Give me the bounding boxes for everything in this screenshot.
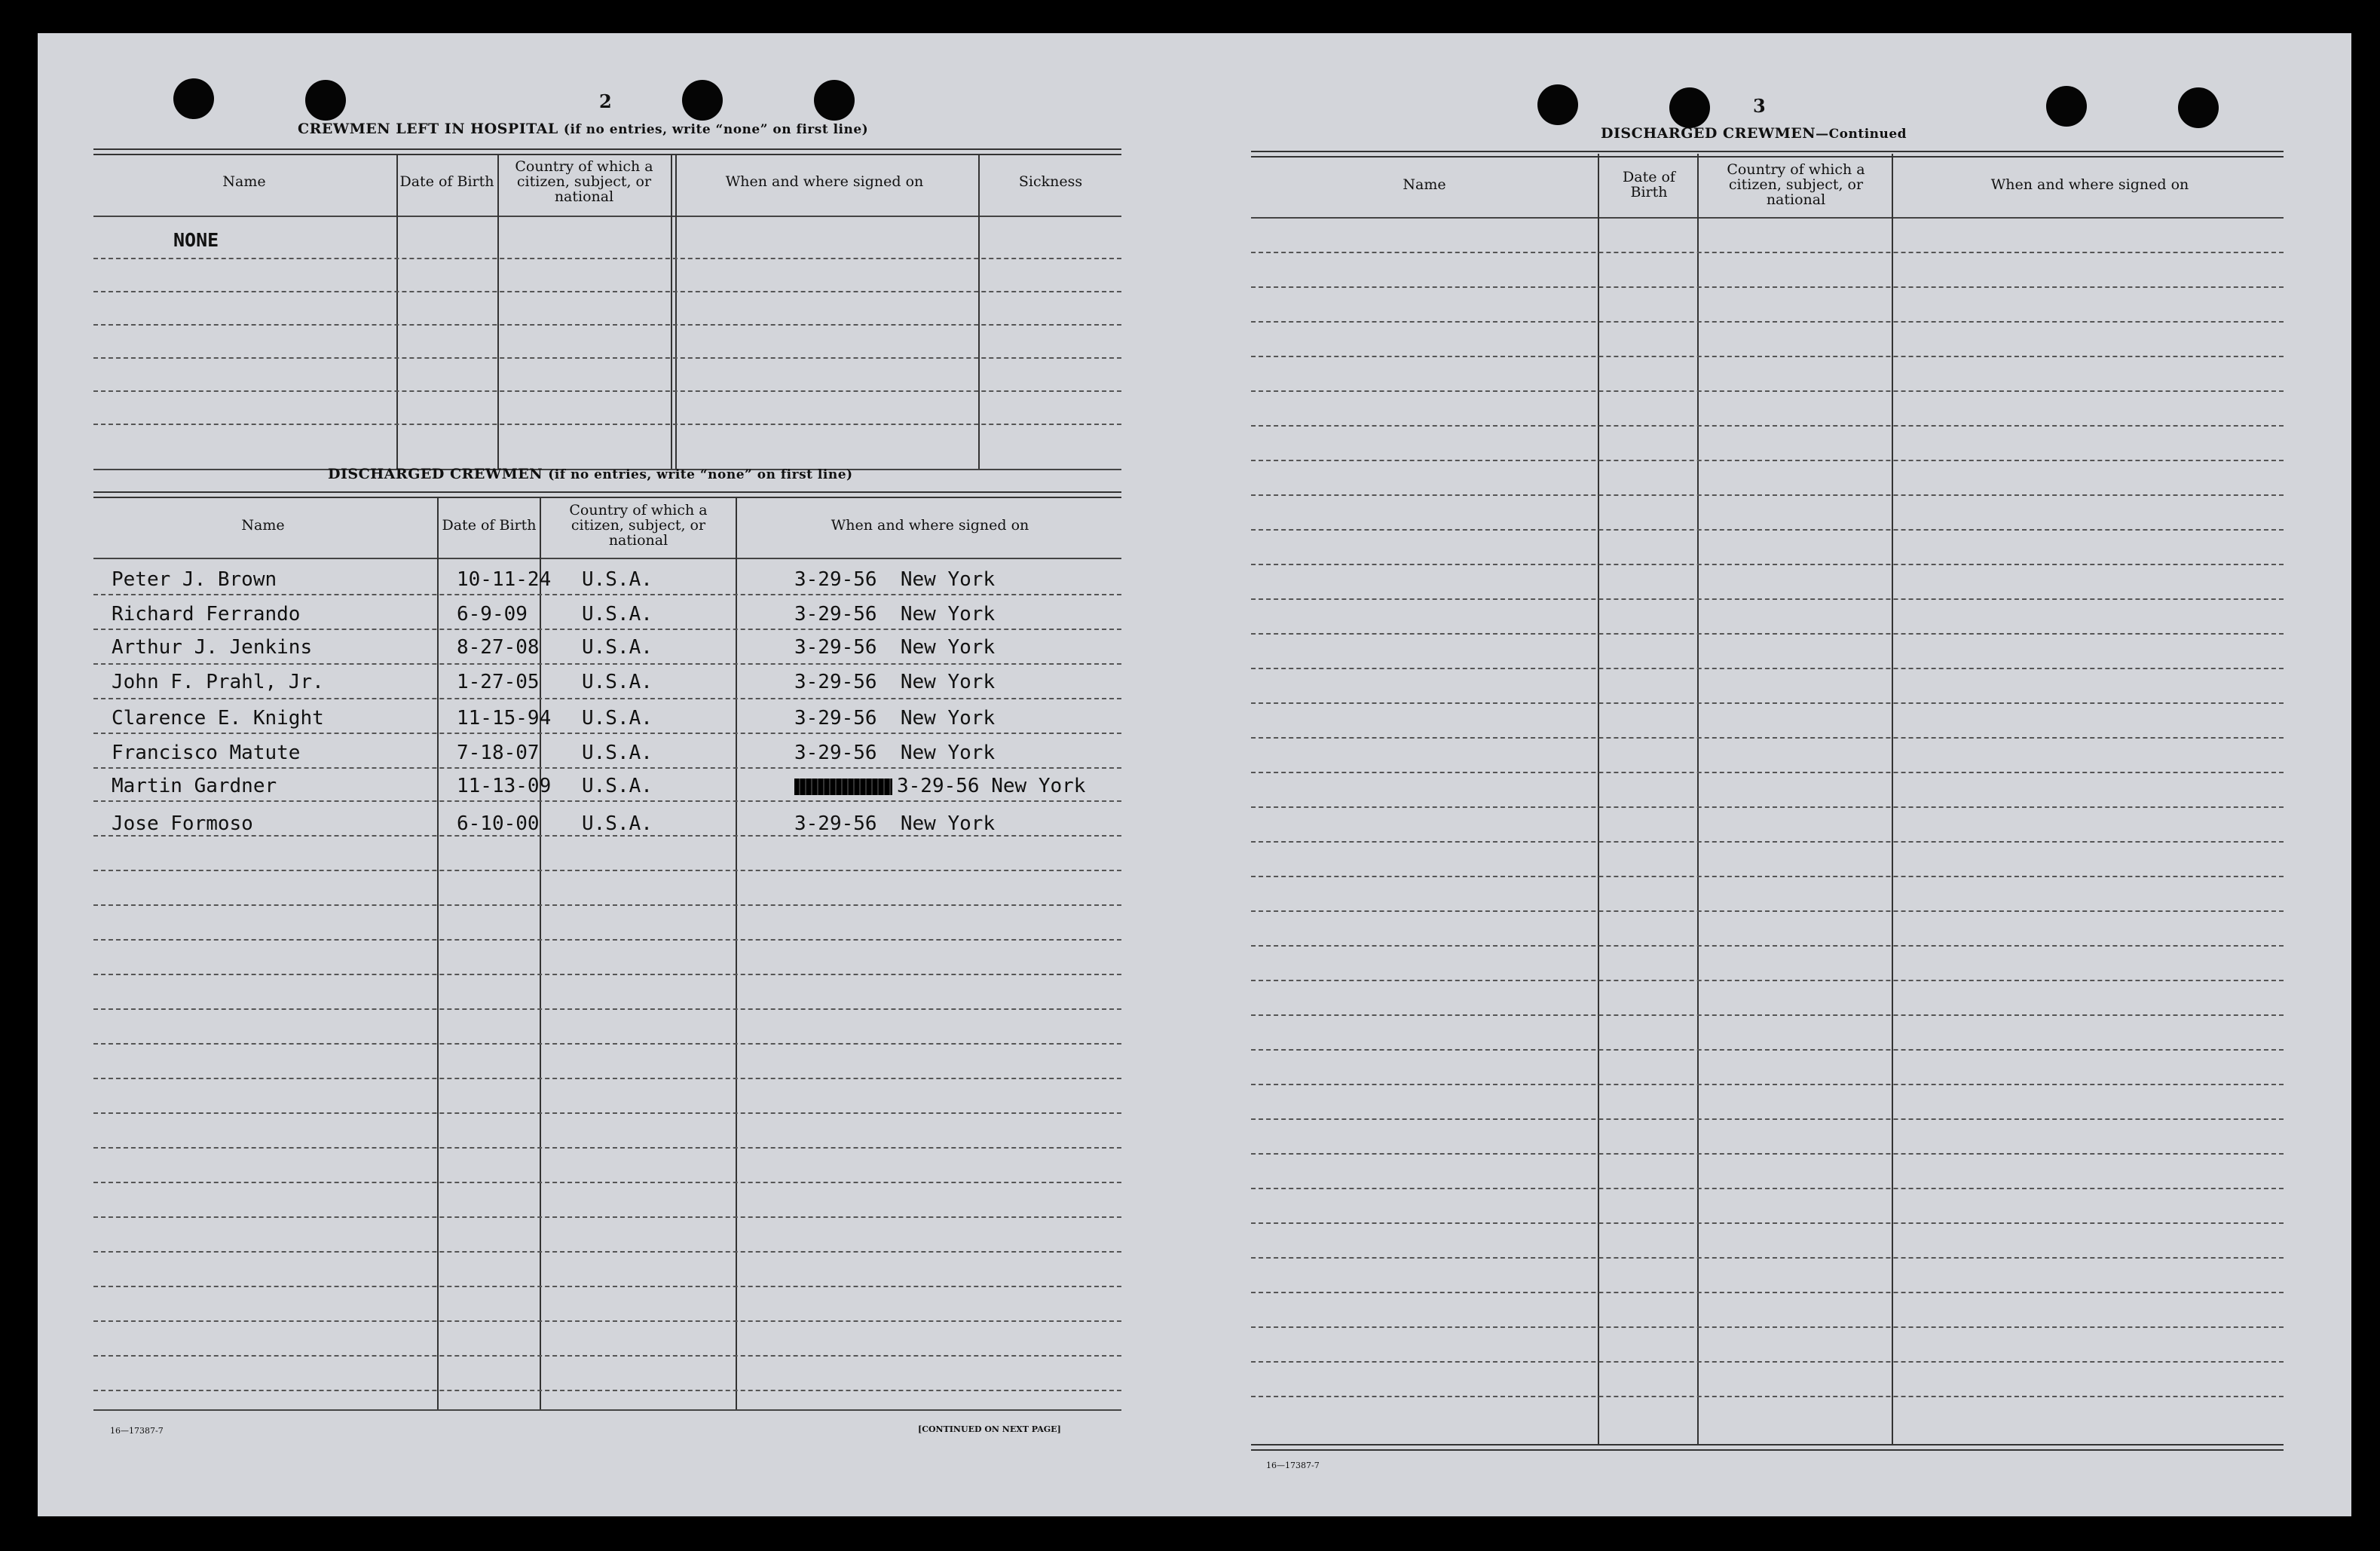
row-line	[93, 870, 1121, 871]
row-line	[1251, 668, 2284, 669]
crew-dob: 6-10-00	[457, 812, 540, 835]
row-line	[1251, 841, 2284, 843]
row-line	[1251, 564, 2284, 565]
row-line	[1251, 390, 2284, 392]
row-line	[93, 733, 1121, 734]
row-line	[93, 1320, 1121, 1322]
row-line	[1251, 737, 2284, 739]
divider	[93, 491, 1121, 498]
row-line	[93, 629, 1121, 630]
row-line	[93, 974, 1121, 975]
column-line	[1598, 154, 1599, 1444]
divider	[1251, 151, 2284, 158]
column-header: Country of which a citizen, subject, or national	[1727, 161, 1865, 208]
column-header: Name	[1403, 176, 1446, 193]
punch-hole	[1669, 87, 1710, 128]
column-header: Country of which a citizen, subject, or national	[515, 158, 653, 205]
column-line	[540, 497, 541, 1409]
hospital-section-title: CREWMEN LEFT IN HOSPITAL (if no entries, write “none” on first line)	[298, 121, 869, 137]
row-line	[93, 904, 1121, 906]
row-line	[1251, 529, 2284, 531]
crew-name: Clarence E. Knight	[112, 707, 324, 730]
row-line	[1251, 876, 2284, 877]
row-line	[93, 1216, 1121, 1218]
row-line	[1251, 1188, 2284, 1189]
hospital-first-entry: NONE	[173, 229, 219, 251]
crew-country: U.S.A.	[582, 707, 653, 730]
row-line	[93, 594, 1121, 595]
crew-signed: 3-29-56 New York	[794, 568, 996, 591]
crew-country: U.S.A.	[582, 775, 653, 797]
row-line	[93, 1078, 1121, 1079]
row-line	[93, 800, 1121, 802]
punch-hole	[682, 80, 723, 121]
row-line	[1251, 460, 2284, 461]
continued-section-title: DISCHARGED CREWMEN—Continued	[1601, 125, 1907, 142]
column-line	[1892, 154, 1893, 1444]
column-header: When and where signed on	[1990, 176, 2189, 193]
crew-country: U.S.A.	[582, 603, 653, 626]
crew-country: U.S.A.	[582, 671, 653, 693]
row-line	[1251, 910, 2284, 912]
row-line	[1251, 702, 2284, 704]
row-line	[93, 663, 1121, 665]
row-line	[1251, 945, 2284, 947]
row-line	[93, 835, 1121, 837]
redaction-mark	[794, 779, 892, 795]
row-line	[93, 390, 1121, 392]
row-line	[1251, 1153, 2284, 1155]
punch-hole	[2046, 86, 2087, 127]
crew-dob: 11-15-94	[457, 707, 552, 730]
crew-dob: 1-27-05	[457, 671, 540, 693]
column-header: Date of Birth	[1623, 169, 1675, 200]
row-line	[93, 767, 1121, 769]
column-header: Country of which a citizen, subject, or national	[569, 502, 708, 549]
row-line	[93, 939, 1121, 941]
row-line	[93, 424, 1121, 425]
column-line	[675, 154, 677, 470]
row-line	[1251, 494, 2284, 496]
row-line	[1251, 1118, 2284, 1120]
row-line	[1251, 1014, 2284, 1016]
column-line	[978, 154, 980, 470]
crew-name: Francisco Matute	[112, 742, 301, 764]
document-sheet	[38, 33, 2351, 1516]
column-line	[497, 154, 499, 470]
column-header: Sickness	[1018, 173, 1083, 190]
column-line	[1697, 154, 1699, 1444]
crew-dob: 8-27-08	[457, 636, 540, 659]
column-header: When and where signed on	[831, 517, 1029, 534]
punch-hole	[2178, 87, 2219, 128]
row-line	[1251, 598, 2284, 600]
row-line	[1251, 980, 2284, 981]
row-line	[93, 1008, 1121, 1010]
column-header: Date of Birth	[442, 517, 537, 534]
section-end-rule	[1251, 1444, 2284, 1451]
column-line	[396, 154, 398, 470]
crew-country: U.S.A.	[582, 742, 653, 764]
crew-signed: 3-29-56 New York	[794, 812, 996, 835]
form-number: 16—17387-7	[1266, 1461, 1320, 1470]
crew-name: Martin Gardner	[112, 775, 277, 797]
crew-signed: 3-29-56 New York	[794, 636, 996, 659]
row-line	[93, 357, 1121, 359]
crew-signed: 3-29-56 New York	[794, 603, 996, 626]
punch-hole	[814, 80, 855, 121]
page-number: 3	[1753, 95, 1766, 117]
crew-name: Jose Formoso	[112, 812, 253, 835]
discharged-section-title: DISCHARGED CREWMEN (if no entries, write “none” on first line)	[328, 466, 853, 482]
crew-country: U.S.A.	[582, 812, 653, 835]
row-line	[1251, 321, 2284, 323]
header-rule	[93, 216, 1121, 217]
row-line	[93, 1251, 1121, 1253]
punch-hole	[173, 78, 214, 119]
column-header: When and where signed on	[725, 173, 924, 190]
row-line	[93, 1043, 1121, 1045]
crew-signed: 3-29-56 New York	[794, 707, 996, 730]
row-line	[93, 1182, 1121, 1183]
row-line	[93, 1355, 1121, 1357]
row-line	[1251, 1396, 2284, 1397]
crew-signed-with-redaction: 3-29-56 New York	[794, 775, 1085, 797]
crew-dob: 11-13-09	[457, 775, 552, 797]
row-line	[1251, 806, 2284, 808]
row-line	[93, 1390, 1121, 1391]
row-line	[93, 291, 1121, 292]
row-line	[93, 1112, 1121, 1114]
row-line	[1251, 1361, 2284, 1363]
crew-name: Arthur J. Jenkins	[112, 636, 313, 659]
crew-country: U.S.A.	[582, 636, 653, 659]
crew-dob: 10-11-24	[457, 568, 552, 591]
column-line	[437, 497, 439, 1409]
crew-dob: 7-18-07	[457, 742, 540, 764]
row-line	[93, 698, 1121, 699]
row-line	[93, 1147, 1121, 1149]
row-line	[1251, 633, 2284, 635]
row-line	[1251, 1084, 2284, 1085]
crew-name: Richard Ferrando	[112, 603, 301, 626]
column-header: Name	[241, 517, 285, 534]
crew-name: John F. Prahl, Jr.	[112, 671, 324, 693]
row-line	[1251, 425, 2284, 427]
divider	[93, 148, 1121, 155]
column-header: Date of Birth	[399, 173, 494, 190]
row-line	[1251, 1222, 2284, 1224]
row-line	[1251, 1257, 2284, 1259]
row-line	[93, 258, 1121, 259]
section-end-rule	[93, 1409, 1121, 1411]
row-line	[1251, 252, 2284, 253]
page-number: 2	[599, 90, 612, 112]
crew-signed: 3-29-56 New York	[794, 742, 996, 764]
column-header: Name	[222, 173, 266, 190]
header-rule	[93, 558, 1121, 559]
row-line	[1251, 1049, 2284, 1051]
crew-signed: 3-29-56 New York	[794, 671, 996, 693]
header-rule	[1251, 217, 2284, 219]
row-line	[1251, 356, 2284, 357]
form-number: 16—17387-7	[110, 1426, 164, 1436]
row-line	[1251, 1326, 2284, 1328]
punch-hole	[305, 80, 346, 121]
row-line	[1251, 286, 2284, 288]
row-line	[1251, 772, 2284, 773]
continued-note: [CONTINUED ON NEXT PAGE]	[918, 1424, 1061, 1434]
crew-country: U.S.A.	[582, 568, 653, 591]
crew-name: Peter J. Brown	[112, 568, 277, 591]
column-line	[671, 154, 672, 470]
row-line	[93, 324, 1121, 326]
row-line	[93, 1286, 1121, 1287]
crew-dob: 6-9-09	[457, 603, 528, 626]
punch-hole	[1537, 84, 1578, 125]
column-line	[736, 497, 737, 1409]
row-line	[1251, 1292, 2284, 1293]
